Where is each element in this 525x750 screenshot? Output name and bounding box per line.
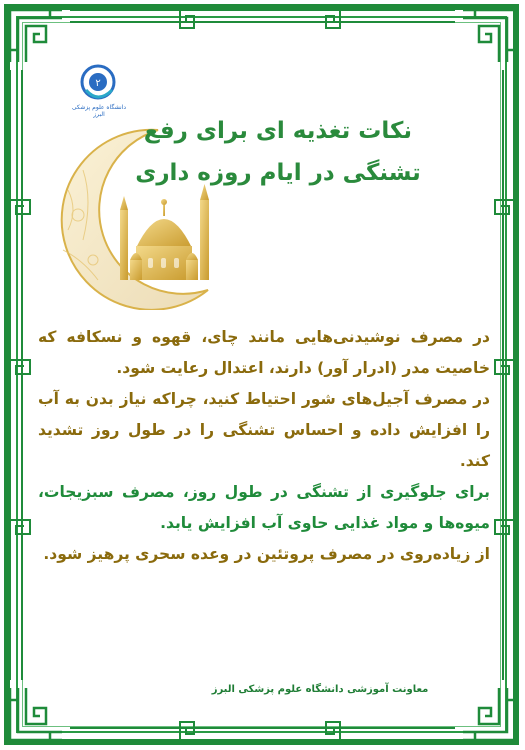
corner-ornament-icon: [6, 6, 66, 66]
footer-credit: معاونت آموزشی دانشگاه علوم پزشکی البرز: [211, 684, 429, 695]
page-title: [113, 110, 443, 194]
title-line-2: تشنگی در ایام روزه داری: [135, 160, 421, 186]
tip-paragraph: در مصرف نوشیدنی‌هایی مانند چای، قهوه و نسکافه که خاصیت مدر (ادرار آور) دارند، اعتدال رعایت شود.: [38, 328, 490, 377]
title-line-1: نکات تغذیه ای برای رفع: [143, 118, 413, 144]
svg-text:٢: ٢: [95, 78, 101, 89]
tip-paragraph: از زیاده‌روی در مصرف پروتئین در وعده سحری پرهیز شود.: [43, 545, 490, 563]
tip-paragraph: در مصرف آجیل‌های شور احتیاط کنید، چراکه نیاز بدن به آب را افزایش داده و احساس تشنگی را در طول روز تشدید کند.: [38, 390, 490, 470]
corner-ornament-icon: [6, 684, 66, 744]
tips-content: [38, 322, 490, 570]
tip-paragraph: برای جلوگیری از تشنگی در طول روز، مصرف سبزیجات، میوه‌ها و مواد غذایی حاوی آب افزایش یابد.: [38, 483, 490, 532]
university-logo-caption: دانشگاه علوم پزشکی البرز: [71, 104, 127, 118]
corner-ornament-icon: [459, 6, 519, 66]
corner-ornament-icon: [459, 684, 519, 744]
